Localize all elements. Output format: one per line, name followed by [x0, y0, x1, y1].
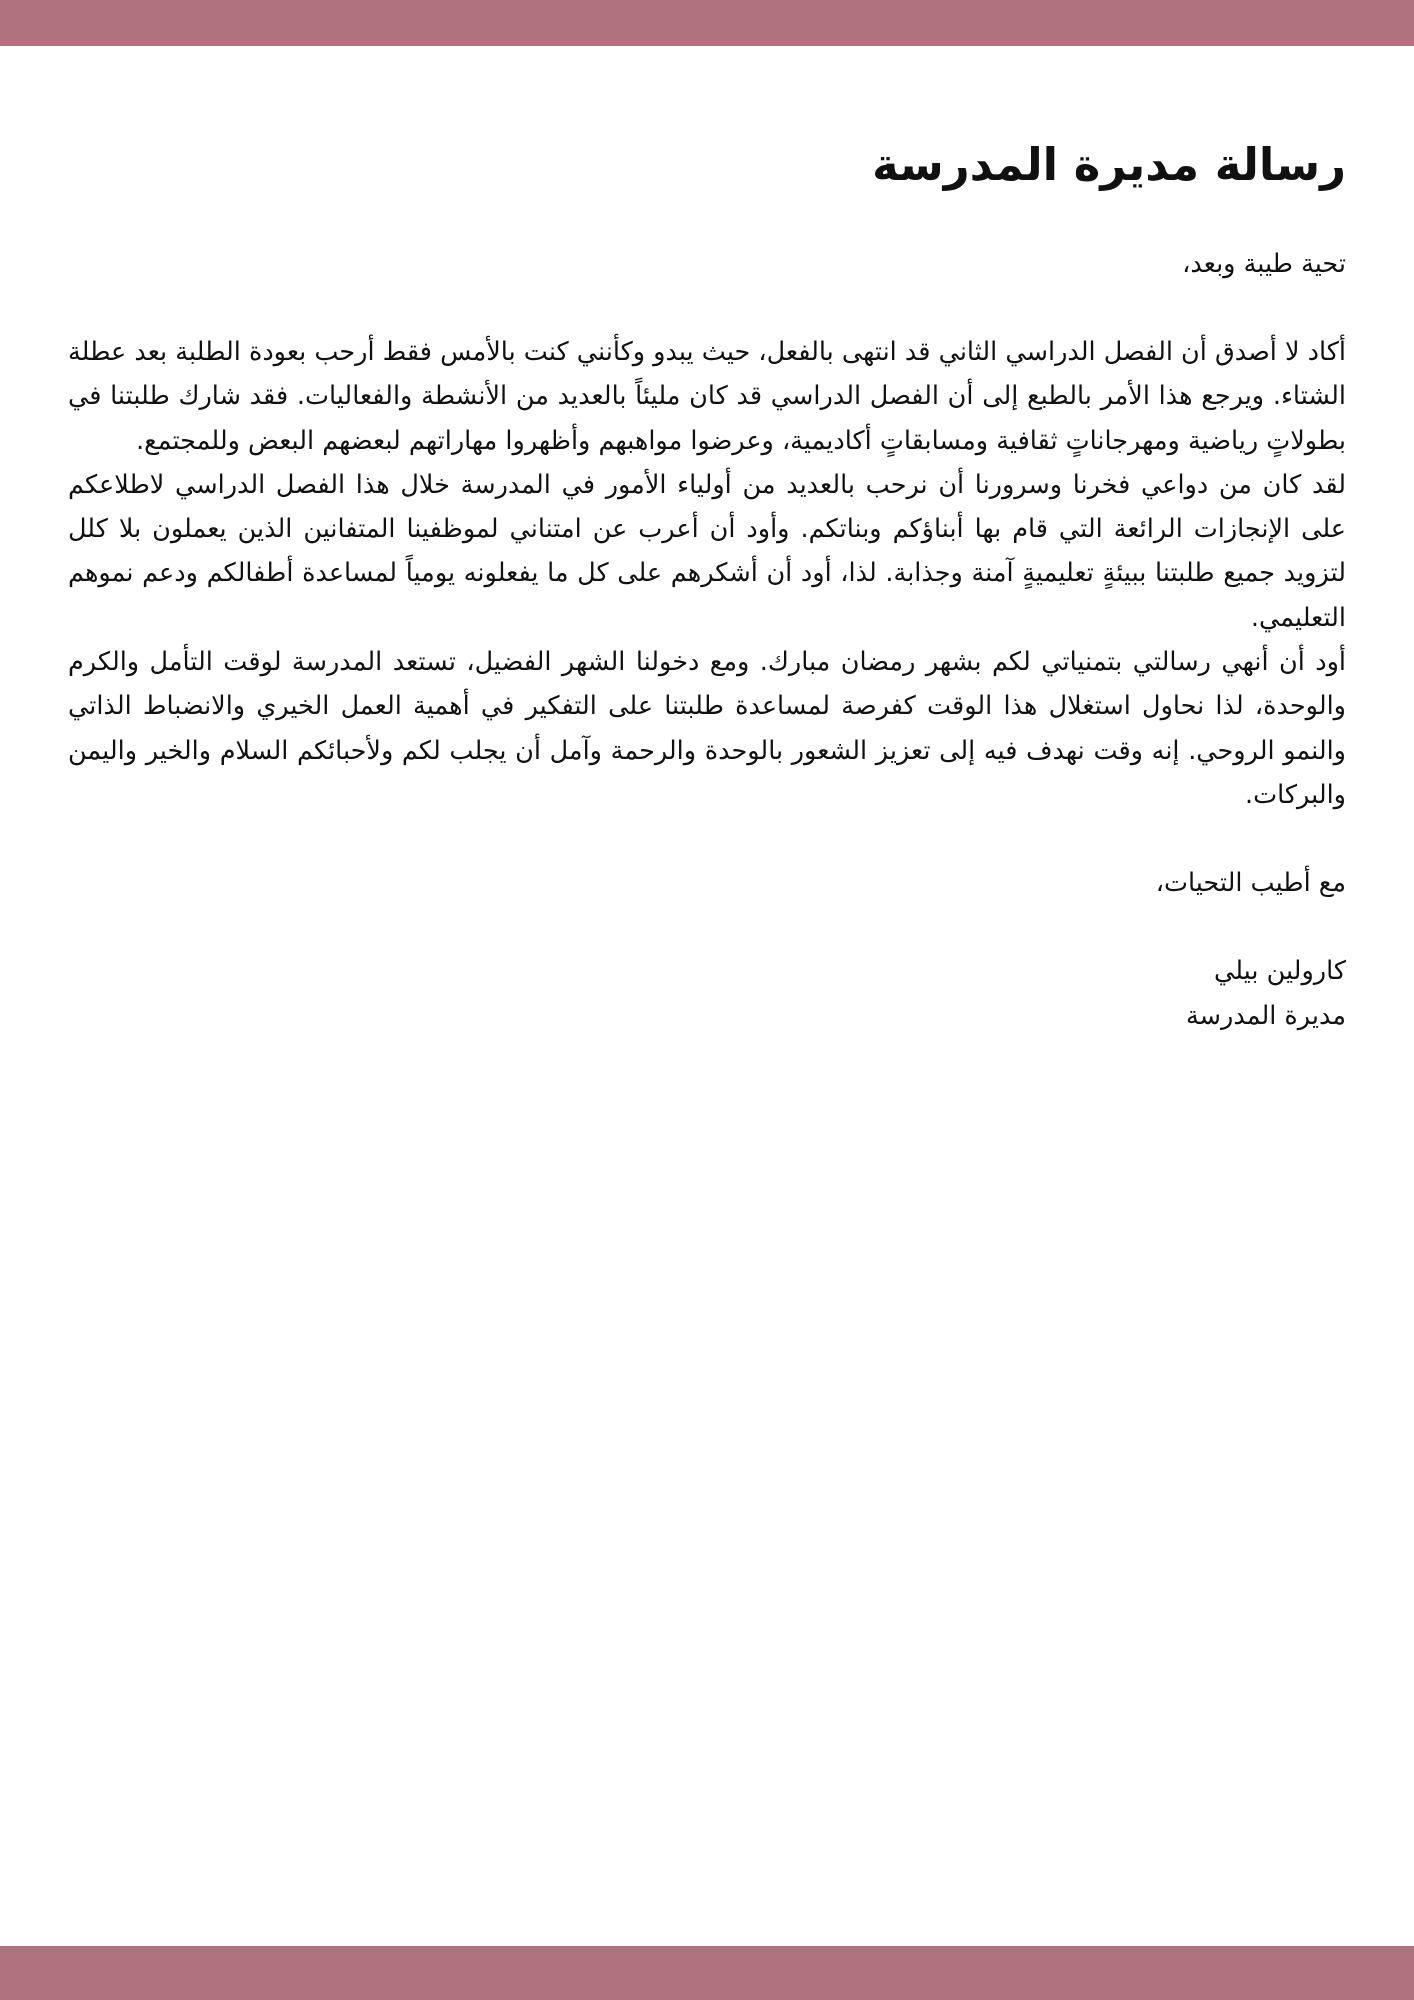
- letter-body: [68, 330, 1346, 817]
- letter-paragraph-2: لقد كان من دواعي فخرنا وسرورنا أن نرحب بالعديد من أولياء الأمور في المدرسة خلال هذا الفصل الدراسي لاطلاعكم على الإنجازات الرائعة التي قام بها أبناؤكم وبناتكم. وأود أن أعرب عن امتناني لموظفينا المتفانين الذين يعملون بلا كلل لتزويد جميع طلبتنا ببيئةٍ تعليميةٍ آمنة وجذابة. لذا، أود أن أشكرهم على كل ما يفعلونه يومياً لمساعدة أطفالكم ودعم نموهم التعليمي.: [68, 469, 1346, 633]
- letter-page: [68, 135, 1346, 1038]
- signature-name: كارولين بيلي: [1213, 956, 1346, 987]
- signature-block: [68, 949, 1346, 1038]
- letter-paragraph-3: أود أن أنهي رسالتي بتمنياتي لكم بشهر رمضان مبارك. ومع دخولنا الشهر الفضيل، تستعد المدرسة لوقت التأمل والكرم والوحدة، لذا نحاول استغلال هذا الوقت كفرصة لمساعدة طلبتنا على التفكير في أهمية العمل الخيري والانضباط الذاتي والنمو الروحي. إنه وقت نهدف فيه إلى تعزيز الشعور بالوحدة والرحمة وآمل أن يجلب لكم ولأحبائكم السلام والخير واليمن والبركات.: [68, 647, 1346, 810]
- signature-role: مديرة المدرسة: [1185, 1000, 1346, 1031]
- bottom-color-band: [0, 1946, 1414, 2000]
- top-color-band: [0, 0, 1414, 46]
- letter-title: رسالة مديرة المدرسة: [872, 138, 1346, 191]
- letter-paragraph-1: أكاد لا أصدق أن الفصل الدراسي الثاني قد انتهى بالفعل، حيث يبدو وكأنني كنت بالأمس فقط أرحب بعودة الطلبة بعد عطلة الشتاء. ويرجع هذا الأمر بالطبع إلى أن الفصل الدراسي قد كان مليئاً بالعديد من الأنشطة والفعاليات. فقد شارك طلبتنا في بطولاتٍ رياضية ومهرجاناتٍ ثقافية ومسابقاتٍ أكاديمية، وعرضوا مواهبهم وأظهروا مهاراتهم لبعضهم البعض وللمجتمع.: [68, 337, 1346, 456]
- letter-closing: مع أطيب التحيات،: [1155, 868, 1346, 899]
- letter-greeting: تحية طيبة وبعد،: [1182, 249, 1346, 279]
